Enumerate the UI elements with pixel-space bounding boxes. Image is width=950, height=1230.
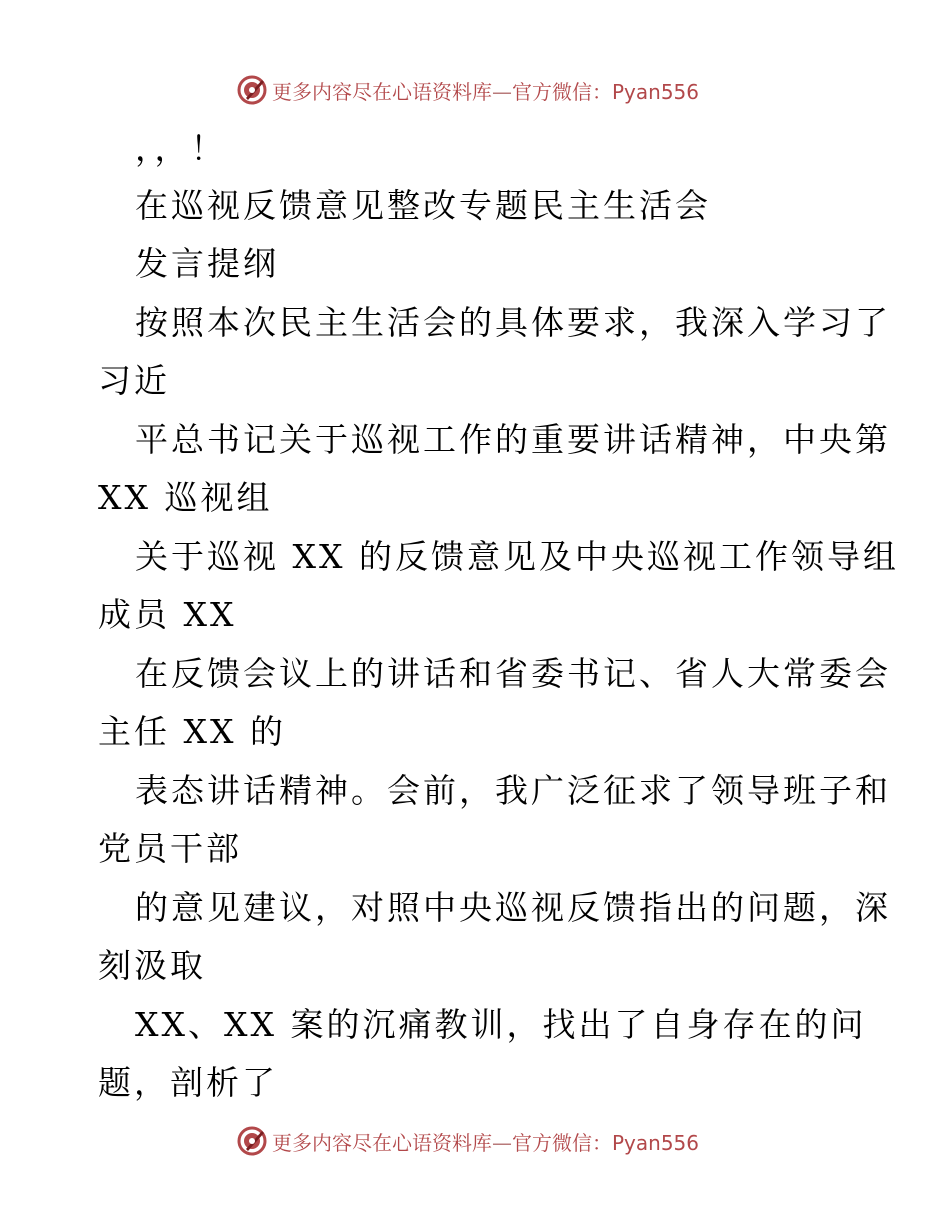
doc-line-4: 按照本次民主生活会的具体要求，我深入学习了 bbox=[135, 303, 891, 342]
doc-line-10: 在反馈会议上的讲话和省委书记、省人大常委会 bbox=[135, 654, 891, 693]
doc-title-line-1: 在巡视反馈意见整改专题民主生活会 bbox=[135, 186, 711, 225]
doc-line-1: ，，！ bbox=[135, 129, 227, 168]
doc-line-8: 关于巡视 XX 的反馈意见及中央巡视工作领导组 bbox=[135, 537, 899, 576]
watermark-separator: — bbox=[492, 79, 512, 104]
doc-line-5: 习近 bbox=[98, 361, 170, 400]
watermark-brand: 更多内容尽在心语资料库 bbox=[272, 1130, 492, 1155]
doc-line-11: 主任 XX 的 bbox=[98, 712, 286, 751]
doc-line-13: 党员干部 bbox=[98, 829, 242, 868]
pen-logo-icon bbox=[236, 1125, 268, 1157]
watermark-brand: 更多内容尽在心语资料库 bbox=[272, 79, 492, 104]
watermark-footer bbox=[236, 1124, 699, 1158]
doc-line-14: 的意见建议，对照中央巡视反馈指出的问题，深 bbox=[135, 888, 891, 927]
doc-line-6: 平总书记关于巡视工作的重要讲话精神，中央第 bbox=[135, 420, 891, 459]
doc-line-7: XX 巡视组 bbox=[98, 478, 273, 517]
watermark-header bbox=[236, 73, 699, 107]
doc-title-line-2: 发言提纲 bbox=[135, 244, 279, 283]
doc-line-9: 成员 XX bbox=[98, 595, 237, 634]
doc-line-12: 表态讲话精神。会前，我广泛征求了领导班子和 bbox=[135, 771, 891, 810]
pen-logo-icon bbox=[236, 74, 268, 106]
watermark-separator: — bbox=[492, 1130, 512, 1155]
doc-line-17: 题，剖析了 bbox=[98, 1063, 278, 1102]
doc-line-16: XX、XX 案的沉痛教训，找出了自身存在的问 bbox=[135, 1005, 867, 1044]
watermark-official: 官方微信：Pyan556 bbox=[512, 1130, 700, 1155]
watermark-text bbox=[272, 76, 699, 105]
watermark-official: 官方微信：Pyan556 bbox=[512, 79, 700, 104]
watermark-text bbox=[272, 1127, 699, 1156]
doc-line-15: 刻汲取 bbox=[98, 946, 206, 985]
